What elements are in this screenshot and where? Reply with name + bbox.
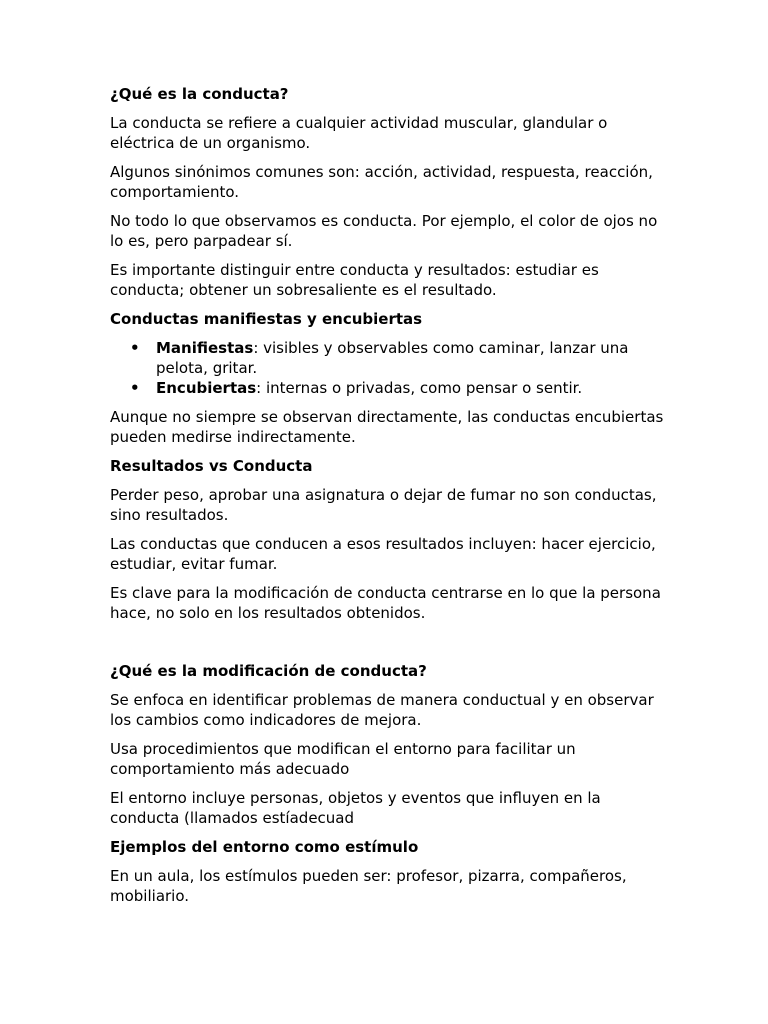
section-heading-que-es-la-conducta: ¿Qué es la conducta? bbox=[110, 85, 289, 103]
section-heading-modificacion-de-conducta: ¿Qué es la modificación de conducta? bbox=[110, 662, 427, 680]
list-item-text: : internas o privadas, como pensar o sentir. bbox=[256, 379, 583, 397]
paragraph: Las conductas que conducen a esos resultados incluyen: hacer ejercicio, estudiar, evitar fumar. bbox=[110, 535, 656, 573]
document-body bbox=[110, 84, 670, 915]
section-heading-conductas-manifiestas: Conductas manifiestas y encubiertas bbox=[110, 310, 423, 328]
bullet-list bbox=[110, 338, 670, 398]
paragraph: En un aula, los estímulos pueden ser: profesor, pizarra, compañeros, mobiliario. bbox=[110, 867, 627, 905]
section-heading-resultados-vs-conducta: Resultados vs Conducta bbox=[110, 457, 313, 475]
list-item bbox=[110, 338, 670, 378]
paragraph: Usa procedimientos que modifican el entorno para facilitar un comportamiento más adecuado bbox=[110, 740, 576, 778]
paragraph: Es importante distinguir entre conducta y resultados: estudiar es conducta; obtener un sobresaliente es el resultado. bbox=[110, 261, 599, 299]
section-spacer bbox=[110, 632, 670, 661]
list-item bbox=[110, 378, 670, 398]
bullet-icon: • bbox=[130, 339, 140, 357]
bullet-icon: • bbox=[130, 379, 140, 397]
list-item-term: Manifiestas bbox=[156, 339, 254, 357]
list-item-term: Encubiertas bbox=[156, 379, 257, 397]
paragraph: Algunos sinónimos comunes son: acción, actividad, respuesta, reacción, comportamiento. bbox=[110, 163, 653, 201]
section-heading-ejemplos-del-entorno: Ejemplos del entorno como estímulo bbox=[110, 838, 419, 856]
list-item-text: : visibles y observables como caminar, lanzar una pelota, gritar. bbox=[156, 339, 629, 377]
paragraph: No todo lo que observamos es conducta. Por ejemplo, el color de ojos no lo es, pero parpadear sí. bbox=[110, 212, 658, 250]
paragraph: El entorno incluye personas, objetos y eventos que influyen en la conducta (llamados estíadecuad bbox=[110, 789, 601, 827]
paragraph: Se enfoca en identificar problemas de manera conductual y en observar los cambios como indicadores de mejora. bbox=[110, 691, 654, 729]
paragraph: Es clave para la modificación de conducta centrarse en lo que la persona hace, no solo en los resultados obtenidos. bbox=[110, 584, 661, 622]
paragraph: La conducta se refiere a cualquier actividad muscular, glandular o eléctrica de un organismo. bbox=[110, 114, 608, 152]
paragraph: Aunque no siempre se observan directamente, las conductas encubiertas pueden medirse indirectamente. bbox=[110, 408, 664, 446]
paragraph: Perder peso, aprobar una asignatura o dejar de fumar no son conductas, sino resultados. bbox=[110, 486, 657, 524]
